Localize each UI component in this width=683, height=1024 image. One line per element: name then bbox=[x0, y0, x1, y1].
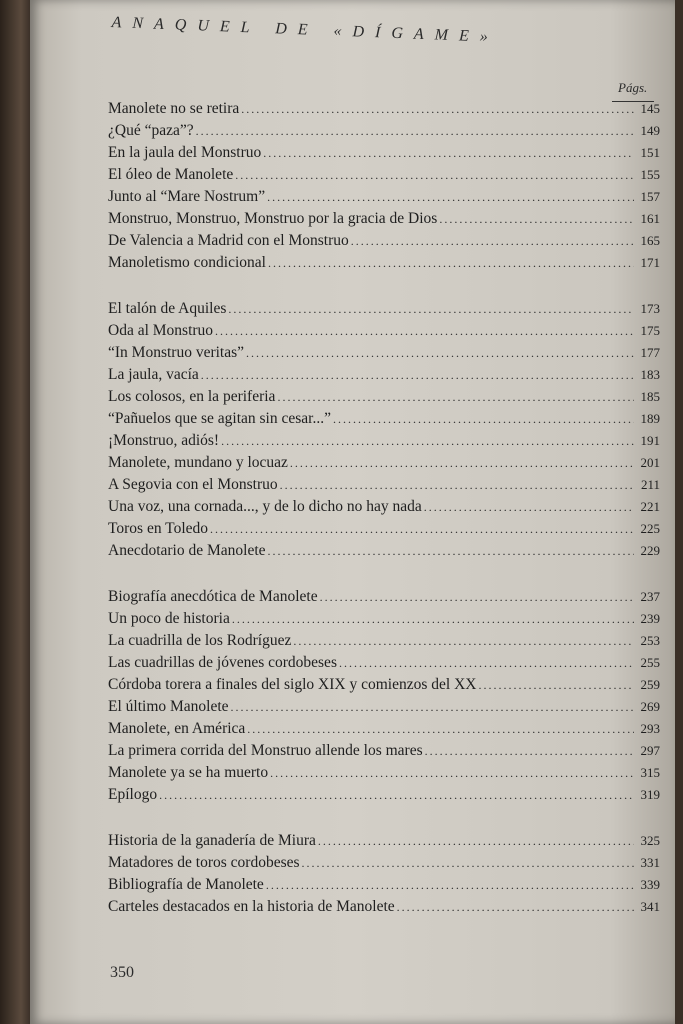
toc-leader-dots bbox=[263, 146, 634, 161]
toc-leader-dots bbox=[247, 722, 634, 737]
toc-entry-page: 183 bbox=[640, 367, 660, 382]
toc-entry-title: Monstruo, Monstruo, Monstruo por la gracia de Dios bbox=[108, 210, 438, 227]
toc-entry-title: “In Monstruo veritas” bbox=[108, 344, 245, 361]
toc-entry-page: 185 bbox=[640, 389, 660, 404]
toc-entry-page: 325 bbox=[640, 833, 660, 848]
toc-entry-page: 157 bbox=[640, 189, 660, 204]
toc-entry-title: Historia de la ganadería de Miura bbox=[108, 832, 316, 849]
toc-leader-dots bbox=[424, 500, 634, 515]
toc-entry bbox=[108, 764, 660, 786]
toc-entry-title: La cuadrilla de los Rodríguez bbox=[108, 632, 292, 649]
toc-leader-dots bbox=[280, 478, 634, 493]
toc-entry bbox=[108, 520, 660, 542]
toc-entry-page: 253 bbox=[640, 633, 660, 648]
toc-entry-title: Manolete ya se ha muerto bbox=[108, 764, 269, 781]
toc-entry-page: 259 bbox=[640, 677, 660, 692]
toc-entry bbox=[108, 100, 660, 122]
toc-entry bbox=[108, 632, 660, 654]
toc-entry bbox=[108, 432, 660, 454]
toc-entry bbox=[108, 210, 660, 232]
toc-entry bbox=[108, 742, 660, 764]
toc-entry-title: Epílogo bbox=[108, 786, 158, 803]
toc-entry-page: 315 bbox=[640, 765, 660, 780]
toc-entry-title: ¿Qué “paza”? bbox=[108, 122, 194, 139]
toc-entry-title: “Pañuelos que se agitan sin cesar...” bbox=[108, 410, 331, 427]
toc-entry bbox=[108, 122, 660, 144]
toc-entry-page: 151 bbox=[640, 145, 660, 160]
toc-entry-title: La primera corrida del Monstruo allende los mares bbox=[108, 742, 423, 759]
toc-leader-dots bbox=[201, 368, 634, 383]
toc-entry-title: En la jaula del Monstruo bbox=[108, 144, 262, 161]
toc-entry-title: Una voz, una cornada..., y de lo dicho no hay nada bbox=[108, 498, 422, 515]
toc-leader-dots bbox=[232, 612, 634, 627]
running-head: ANAQUEL DE «DÍGAME» bbox=[111, 14, 500, 46]
toc-entry-page: 225 bbox=[640, 521, 660, 536]
toc-entry bbox=[108, 300, 660, 322]
toc-entry bbox=[108, 366, 660, 388]
toc-entry-title: La jaula, vacía bbox=[108, 366, 199, 383]
toc-leader-dots bbox=[228, 302, 634, 317]
toc-entry-title: Matadores de toros cordobeses bbox=[108, 854, 300, 871]
toc-entry-page: 201 bbox=[640, 455, 660, 470]
page-number: 350 bbox=[110, 964, 134, 981]
toc-entry-title: El talón de Aquiles bbox=[108, 300, 227, 317]
toc-entry-page: 293 bbox=[640, 721, 660, 736]
toc-entry bbox=[108, 698, 660, 720]
toc-entry bbox=[108, 476, 660, 498]
toc-entry-title: Junto al “Mare Nostrum” bbox=[108, 188, 266, 205]
toc-leader-dots bbox=[351, 234, 634, 249]
toc-leader-dots bbox=[266, 878, 634, 893]
toc-entry-page: 145 bbox=[640, 101, 660, 116]
toc-leader-dots bbox=[277, 390, 634, 405]
toc-entry bbox=[108, 322, 660, 344]
toc-entry-title: Manolete no se retira bbox=[108, 100, 240, 117]
toc-leader-dots bbox=[215, 324, 634, 339]
toc-entry bbox=[108, 454, 660, 476]
toc-entry-page: 149 bbox=[640, 123, 660, 138]
toc-leader-dots bbox=[235, 168, 634, 183]
toc-leader-dots bbox=[196, 124, 634, 139]
toc-leader-dots bbox=[293, 634, 634, 649]
toc-entry-page: 175 bbox=[640, 323, 660, 338]
toc-entry-page: 161 bbox=[640, 211, 660, 226]
toc-entry-title: Manoletismo condicional bbox=[108, 254, 266, 271]
toc-entry-title: Toros en Toledo bbox=[108, 520, 209, 537]
toc-entry-page: 165 bbox=[640, 233, 660, 248]
toc-entry bbox=[108, 542, 660, 564]
toc-entry-page: 319 bbox=[640, 787, 660, 802]
toc-entry bbox=[108, 388, 660, 410]
toc-leader-dots bbox=[318, 834, 634, 849]
toc-entry-page: 297 bbox=[640, 743, 660, 758]
book-spine bbox=[0, 0, 30, 1024]
toc-entry bbox=[108, 610, 660, 632]
toc-entry-title: Manolete, mundano y locuaz bbox=[108, 454, 288, 471]
toc-entry-page: 237 bbox=[640, 589, 660, 604]
toc-entry bbox=[108, 654, 660, 676]
toc-entry bbox=[108, 344, 660, 366]
toc-entry-title: Carteles destacados en la historia de Manolete bbox=[108, 898, 395, 915]
toc-entry-title: Las cuadrillas de jóvenes cordobeses bbox=[108, 654, 337, 671]
toc-leader-dots bbox=[397, 900, 634, 915]
toc-entry-title: Manolete, en América bbox=[108, 720, 246, 737]
toc-entry-title: Los colosos, en la periferia bbox=[108, 388, 276, 405]
toc-entry bbox=[108, 854, 660, 876]
toc-leader-dots bbox=[210, 522, 634, 537]
toc-entry-page: 171 bbox=[640, 255, 660, 270]
toc-leader-dots bbox=[159, 788, 634, 803]
toc-leader-dots bbox=[221, 434, 634, 449]
toc-entry-page: 269 bbox=[640, 699, 660, 714]
toc-entry-title: El óleo de Manolete bbox=[108, 166, 234, 183]
toc-entry-page: 211 bbox=[640, 477, 660, 492]
toc-entry-page: 331 bbox=[640, 855, 660, 870]
toc-entry bbox=[108, 188, 660, 210]
toc-entry-title: Biografía anecdótica de Manolete bbox=[108, 588, 318, 605]
toc-entry bbox=[108, 166, 660, 188]
toc-leader-dots bbox=[302, 856, 634, 871]
toc-leader-dots bbox=[270, 766, 634, 781]
toc-entry-page: 341 bbox=[640, 899, 660, 914]
toc-entry-page: 173 bbox=[640, 301, 660, 316]
toc-entry-page: 155 bbox=[640, 167, 660, 182]
toc-entry-title: ¡Monstruo, adiós! bbox=[108, 432, 220, 449]
toc-entry-page: 191 bbox=[640, 433, 660, 448]
toc-entry bbox=[108, 832, 660, 854]
toc-entry bbox=[108, 498, 660, 520]
toc-leader-dots bbox=[246, 346, 634, 361]
toc-entry-page: 177 bbox=[640, 345, 660, 360]
toc-entry-title: De Valencia a Madrid con el Monstruo bbox=[108, 232, 349, 249]
toc-leader-dots bbox=[267, 190, 634, 205]
toc-entry-title: Un poco de historia bbox=[108, 610, 230, 627]
toc-entry-page: 229 bbox=[640, 543, 660, 558]
toc-entry-title: Anecdotario de Manolete bbox=[108, 542, 266, 559]
toc-leader-dots bbox=[241, 102, 634, 117]
toc-leader-dots bbox=[268, 544, 634, 559]
toc-entry bbox=[108, 898, 660, 920]
toc-leader-dots bbox=[290, 456, 634, 471]
toc-entry-page: 239 bbox=[640, 611, 660, 626]
toc-entry bbox=[108, 410, 660, 432]
toc-entry bbox=[108, 786, 660, 808]
toc-entry-page: 221 bbox=[640, 499, 660, 514]
toc-leader-dots bbox=[231, 700, 634, 715]
toc-entry-page: 255 bbox=[640, 655, 660, 670]
toc-leader-dots bbox=[339, 656, 634, 671]
toc-entry-title: Córdoba torera a finales del siglo XIX y comienzos del XX bbox=[108, 676, 477, 693]
toc-entry bbox=[108, 588, 660, 610]
toc-leader-dots bbox=[268, 256, 634, 271]
toc-entry bbox=[108, 232, 660, 254]
toc-entry bbox=[108, 676, 660, 698]
toc-entry-title: Bibliografía de Manolete bbox=[108, 876, 264, 893]
toc-leader-dots bbox=[425, 744, 634, 759]
toc-entry-title: El último Manolete bbox=[108, 698, 229, 715]
toc-entry-title: A Segovia con el Monstruo bbox=[108, 476, 278, 493]
toc-entry-title: Oda al Monstruo bbox=[108, 322, 214, 339]
toc-leader-dots bbox=[320, 590, 634, 605]
page-column-label: Págs. bbox=[618, 80, 648, 95]
toc-entry bbox=[108, 144, 660, 166]
table-of-contents bbox=[108, 100, 660, 920]
toc-entry bbox=[108, 254, 660, 276]
toc-entry-page: 339 bbox=[640, 877, 660, 892]
toc-entry bbox=[108, 876, 660, 898]
toc-leader-dots bbox=[333, 412, 634, 427]
toc-entry bbox=[108, 720, 660, 742]
toc-leader-dots bbox=[478, 678, 634, 693]
toc-leader-dots bbox=[439, 212, 634, 227]
toc-entry-page: 189 bbox=[640, 411, 660, 426]
